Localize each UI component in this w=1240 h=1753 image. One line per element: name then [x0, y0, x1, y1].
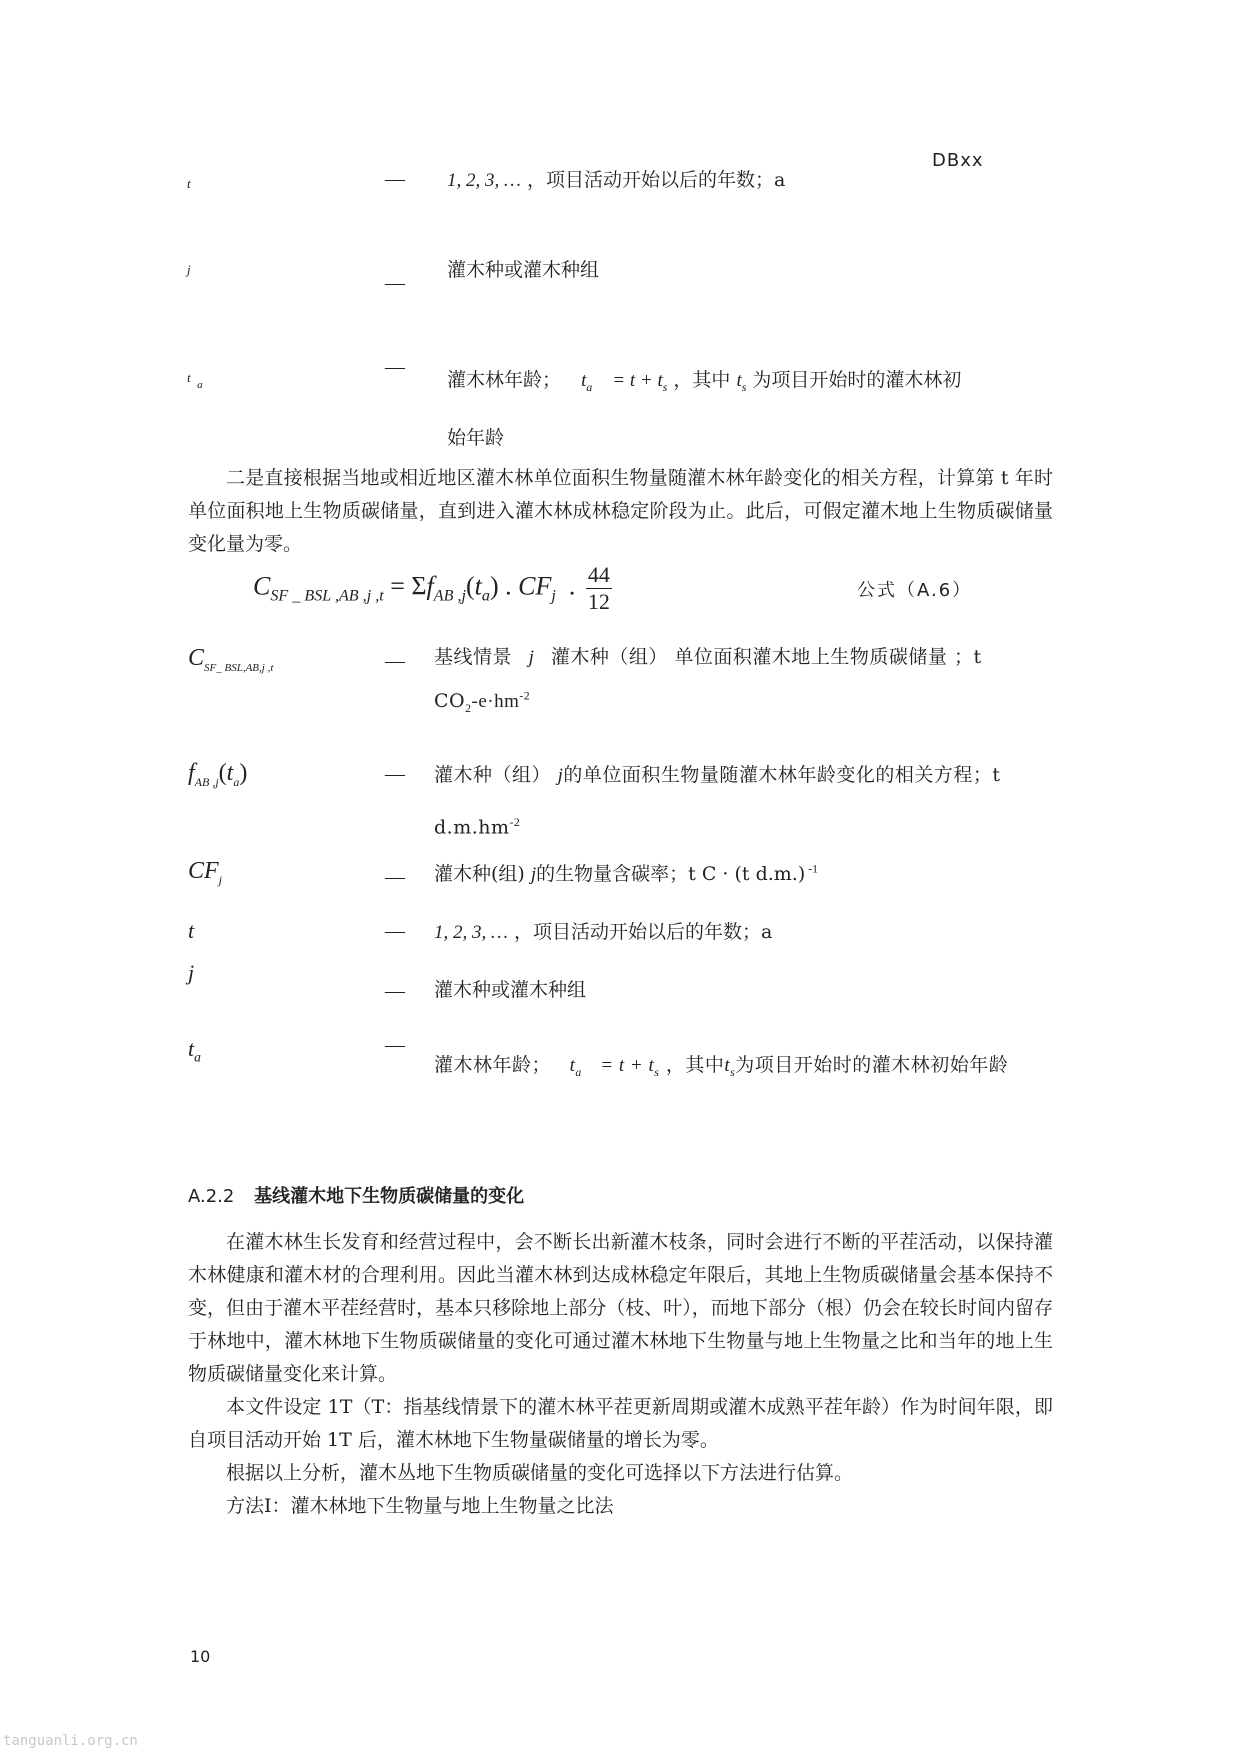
- def-desc: ，项目活动开始以后的年数；a: [526, 169, 786, 191]
- unit-sub: 2: [465, 701, 472, 715]
- def-desc-j: 灌木种或灌木种组: [434, 979, 587, 1001]
- def-desc: 灌木种（组） 单位面积灌木地上生物质碳储量 ；t CO: [434, 646, 982, 712]
- def-desc: 灌木种（组）: [434, 764, 552, 786]
- def-desc: ，其中: [673, 369, 731, 391]
- sym-base: C: [188, 645, 205, 671]
- unit-rest: -e·hm: [471, 690, 520, 712]
- fraction-numerator: 44: [587, 562, 610, 587]
- unit-sup: -2: [519, 689, 531, 703]
- year-series: 1, 2, 3, …: [434, 922, 508, 943]
- def-desc: 的单位面积生物量随灌木林年龄变化的相关方程；t d.m.hm: [434, 764, 1001, 839]
- unit-sup: -1: [805, 862, 818, 876]
- sym-arg: t: [226, 760, 234, 786]
- def-desc-j: 灌木种或灌木种组: [447, 259, 600, 281]
- def-dash: —: [385, 650, 405, 672]
- year-series: 1, 2, 3, …: [447, 170, 521, 191]
- paragraph: 根据以上分析，灌木丛地下生物质碳储量的变化可选择以下方法进行估算。: [226, 1462, 854, 1484]
- formula-cf-sub: j: [551, 587, 556, 605]
- def-symbol-t: t: [187, 176, 191, 191]
- formula-fraction: [586, 562, 612, 615]
- def-dash: —: [385, 763, 405, 785]
- body-text: [188, 1226, 1053, 1523]
- def-desc: 为项目开始时的灌木林初: [752, 369, 962, 391]
- sym-base: t: [187, 370, 191, 385]
- def-dash: —: [385, 980, 405, 1002]
- unit-sup: -2: [509, 816, 521, 829]
- def-symbol-t: t: [188, 918, 195, 943]
- def-desc: 的生物量含碳率；t C · (t d.m.): [536, 863, 806, 885]
- def-symbol-ta: [188, 1036, 201, 1065]
- formula-arg: t: [474, 571, 482, 601]
- paragraph: 本文件设定 1T（T：指基线情景下的灌木林平茬更新周期或灌木成熟平茬年龄）作为时间年限，即自项目活动开始 1T 后，灌木林地下生物量碳储量的增长为零。: [188, 1396, 1053, 1451]
- sym-sub: a: [194, 1049, 201, 1065]
- page-number: 10: [190, 1647, 211, 1666]
- formula-arg-sub: a: [481, 587, 490, 605]
- sym-arg-sub: a: [233, 774, 240, 789]
- paragraph: 方法Ⅰ：灌木林地下生物量与地上生物量之比法: [226, 1495, 614, 1517]
- formula-lhs-sub: SF _ BSL ,AB ,j ,t: [270, 587, 384, 605]
- def-dash: —: [385, 866, 405, 888]
- sym-sub: AB ,j: [194, 774, 219, 789]
- sym-base: CF: [188, 858, 219, 884]
- paragraph: 在灌木林生长发育和经营过程中，会不断长出新灌木枝条，同时会进行不断的平茬活动，以保持灌木林健康和灌木材的合理利用。因此当灌木林到达成林稳定年限后，其地上生物质碳储量会基本保持不变，但由于灌木平茬经营时，基本只移除地上部分（枝、叶），而地下部分（根）仍会在较长时间内留存于林地中，灌木林地下生物质碳储量的变化可通过灌木林地下生物量与地上生物量之比和当年的地上生物质碳储量变化来计算。: [188, 1231, 1053, 1385]
- def-text-c: [434, 636, 1009, 723]
- def-text-ta: 灌木林年龄； $t_a = t + t_s$ ，其中 $t_s$ 为项目开始时的灌木林初: [447, 369, 962, 394]
- def-desc: 灌木种(组): [434, 863, 525, 885]
- sym-base: t: [188, 1036, 195, 1061]
- def-symbol-cf: [188, 858, 222, 888]
- formula-function: f: [426, 571, 434, 601]
- sym-base: f: [188, 760, 195, 786]
- watermark: tanguanli.org.cn: [3, 1733, 138, 1749]
- def-desc: 灌木林年龄；: [447, 369, 562, 391]
- def-symbol-ta: [187, 370, 203, 391]
- def-dash: —: [385, 168, 405, 190]
- sym-sub: j: [218, 872, 223, 887]
- def-dash: —: [385, 356, 405, 378]
- def-symbol-j: j: [187, 262, 191, 277]
- def-desc: 基线情景: [434, 646, 513, 668]
- fraction-denominator: 12: [587, 589, 610, 614]
- def-var: j: [530, 864, 537, 885]
- formula-a6: $C_{SF \_ BSL ,AB ,j ,t} = \Sigma f_{AB ,j}(t_a)$ . $CF_j$ . $\frac{44}{12}$: [253, 562, 610, 614]
- section-title: 基线灌木地下生物质碳储量的变化: [254, 1186, 525, 1207]
- def-dash: —: [385, 920, 405, 942]
- def-symbol-j: j: [188, 960, 195, 985]
- def-desc: 为项目开始时的灌木林初始年龄: [735, 1054, 1009, 1076]
- sub-a: a: [586, 380, 593, 394]
- def-desc: ，其中: [665, 1054, 725, 1076]
- document-code: DBxx: [932, 150, 984, 171]
- def-text-ta: 灌木林年龄； $t_a = t + t_s$ ，其中$t_s$为项目开始时的灌木林初始年龄: [434, 1054, 1009, 1079]
- def-symbol-f: $f_{AB ,j}(t_a)$: [188, 760, 248, 789]
- equation-text: = t + t: [600, 1055, 655, 1076]
- def-text-f: [434, 752, 1009, 851]
- def-desc: 灌木林年龄；: [434, 1054, 552, 1076]
- formula-operator: = Σ: [390, 571, 427, 601]
- formula-lhs: C: [253, 571, 271, 601]
- sym-sub: a: [197, 379, 203, 391]
- formula-function-sub: AB ,j: [433, 587, 466, 605]
- formula-label: 公式（A.6）: [857, 580, 973, 601]
- def-var: j: [557, 765, 564, 786]
- def-text-cf: [434, 860, 818, 890]
- def-symbol-c: [188, 645, 273, 674]
- def-var: j: [528, 647, 535, 668]
- def-dash: —: [385, 1034, 405, 1056]
- def-text-t: [447, 166, 785, 196]
- def-text-t: [434, 918, 772, 948]
- paragraph: 二是直接根据当地或相近地区灌木林单位面积生物量随灌木林年龄变化的相关方程，计算第 t 年时单位面积地上生物质碳储量，直到进入灌木林成林稳定阶段为止。此后，可假定灌木地上生物质碳储量变化量为零。: [188, 467, 1053, 555]
- sub-a: a: [575, 1065, 582, 1079]
- def-desc: ，项目活动开始以后的年数；a: [513, 921, 773, 943]
- formula-cf: CF: [518, 571, 552, 601]
- sym-sub: SF_ BSL,AB,j ,t: [204, 661, 274, 674]
- def-dash: —: [385, 272, 405, 294]
- def-continuation: 始年龄: [447, 427, 505, 449]
- equation-text: t + t: [629, 370, 663, 391]
- section-number: A.2.2: [188, 1186, 235, 1207]
- section-heading: [188, 1182, 524, 1208]
